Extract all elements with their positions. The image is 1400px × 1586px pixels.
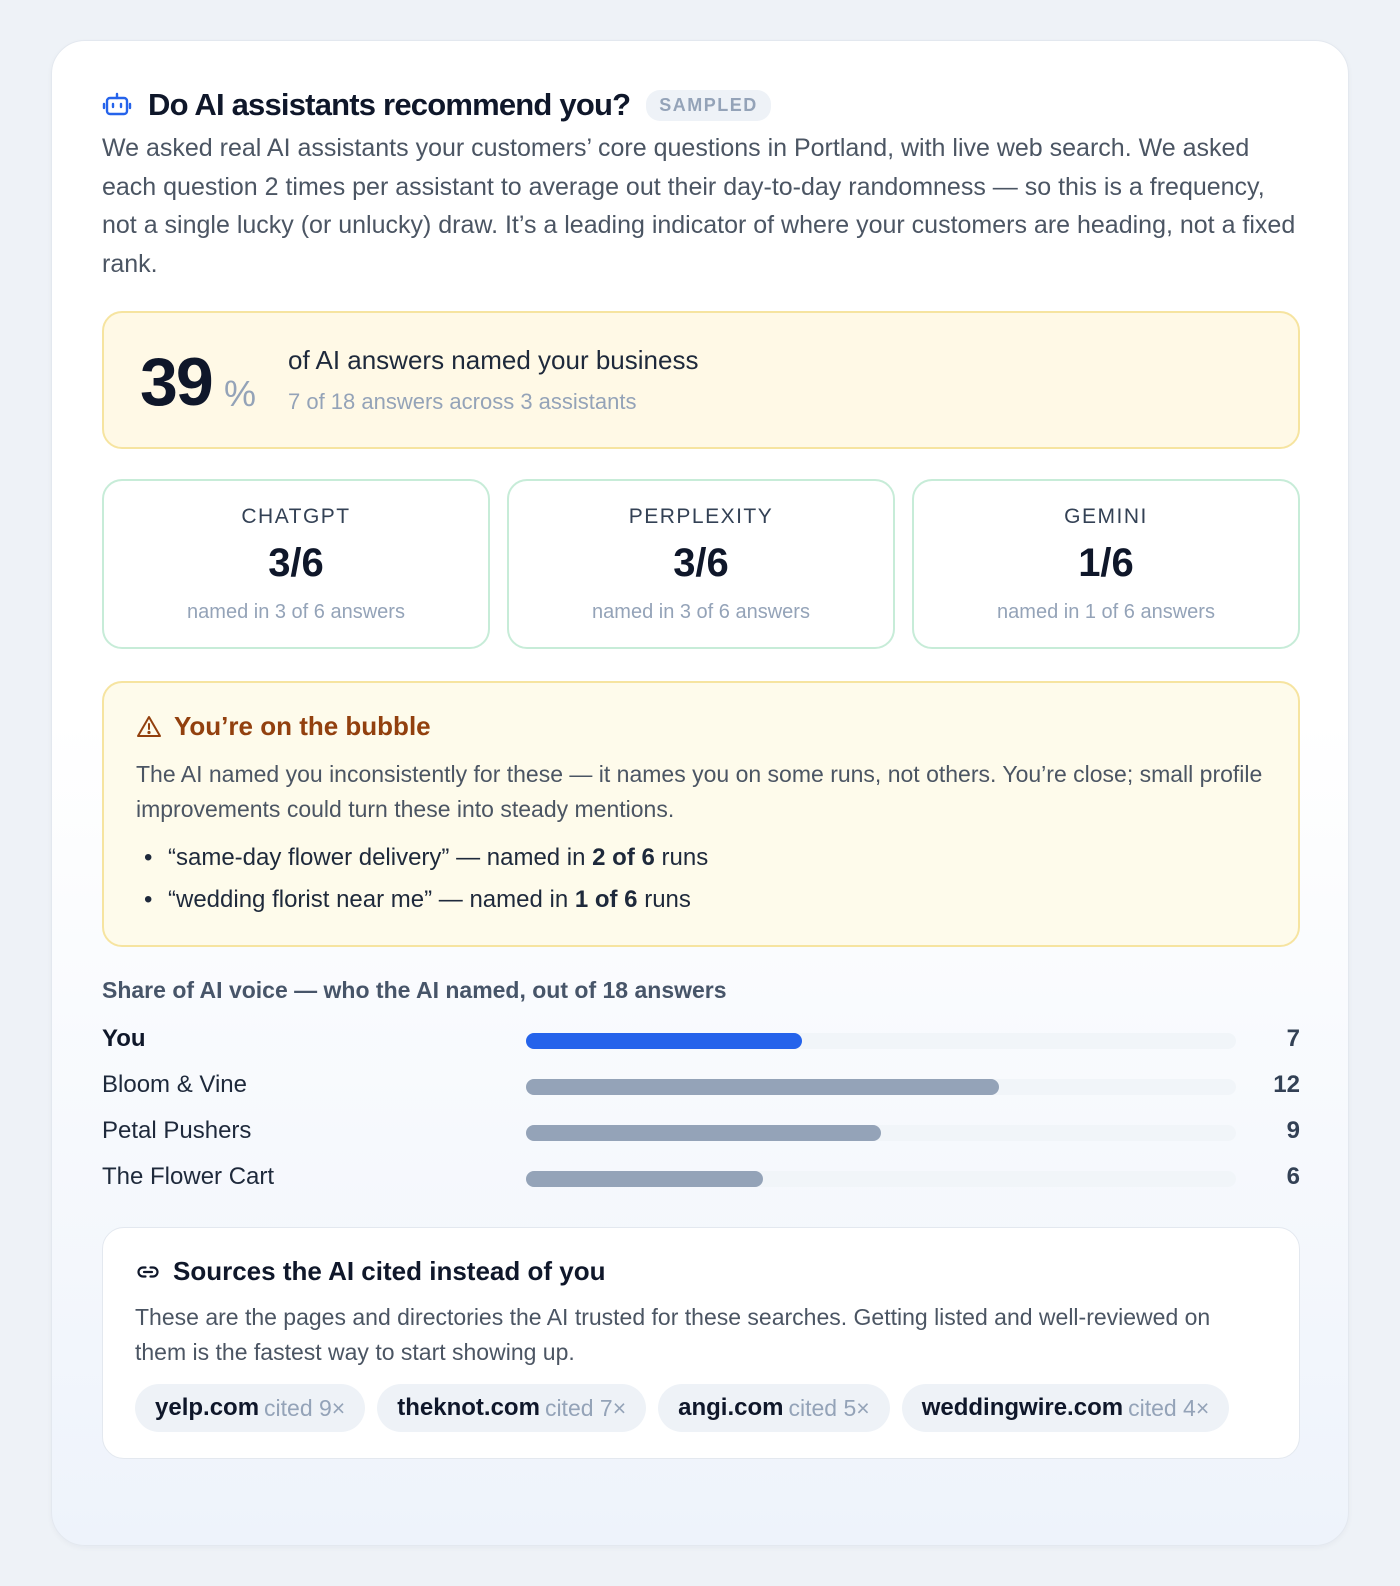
chip-domain: theknot.com [397, 1394, 540, 1421]
percentage-unit: % [224, 373, 257, 414]
bar-fill [526, 1171, 763, 1187]
summary-subline: 7 of 18 answers across 3 assistants [288, 389, 637, 414]
bar-fill [526, 1125, 881, 1141]
run-count: 1 of 6 [574, 886, 638, 913]
bubble-warning-panel [102, 681, 1300, 947]
bar-fill [526, 1033, 802, 1049]
summary-callout [102, 311, 1300, 449]
bubble-title: You’re on the bubble [174, 711, 431, 741]
summary-headline: of AI answers named your business [288, 345, 699, 375]
tile-subtext: named in 3 of 6 answers [592, 601, 810, 623]
source-chip-yelp[interactable] [135, 1384, 365, 1432]
bar-row-bloom-and-vine [102, 1063, 1300, 1109]
bubble-description: The AI named you inconsistently for these — it names you on some runs, not others. You’re close; small profile improvements could turn these into steady mentions. [136, 761, 1263, 822]
tile-subtext: named in 3 of 6 answers [187, 601, 405, 623]
sources-header [135, 1256, 605, 1287]
bar-fill [526, 1079, 999, 1095]
query-suffix: runs [637, 886, 691, 913]
card-header [102, 85, 771, 125]
sources-title: Sources the AI cited instead of you [173, 1256, 606, 1286]
source-chip-weddingwire[interactable] [902, 1384, 1230, 1432]
sampled-badge: SAMPLED [646, 90, 771, 121]
tile-name: GEMINI [1064, 505, 1148, 528]
run-count: 2 of 6 [592, 844, 655, 871]
tile-score: 3/6 [673, 541, 729, 585]
intro-text: We asked real AI assistants your customers’ core questions in Portland, with live web search. We asked each question 2 times per assistant to average out their day-to-day randomness — so this is a frequency, not a single lucky (or unlucky) draw. It’s a leading indicator of where your customers are heading, not a fixed rank. [102, 134, 1296, 278]
assistant-tiles [102, 479, 1300, 649]
chip-count: cited 7× [544, 1394, 627, 1421]
bar-value: 7 [1286, 1025, 1300, 1052]
bar-row-the-flower-cart [102, 1155, 1300, 1201]
bar-value: 12 [1273, 1071, 1300, 1098]
list-item [136, 837, 708, 879]
bar-row-petal-pushers [102, 1109, 1300, 1155]
tile-subtext: named in 1 of 6 answers [997, 601, 1215, 623]
bar-track [526, 1171, 1236, 1187]
bar-value: 9 [1286, 1117, 1300, 1144]
query-text: “same-day flower delivery” — named in [168, 844, 593, 871]
list-item [136, 879, 708, 921]
share-of-voice-title: Share of AI voice — who the AI named, out of 18 answers [102, 977, 727, 1003]
bar-label: Bloom & Vine [102, 1071, 247, 1098]
chip-count: cited 5× [788, 1394, 870, 1421]
sources-panel [102, 1227, 1300, 1459]
chip-domain: angi.com [678, 1394, 784, 1421]
bubble-query-list [136, 837, 708, 921]
chip-domain: yelp.com [155, 1394, 260, 1421]
query-suffix: runs [654, 844, 709, 871]
tile-perplexity [507, 479, 895, 649]
chip-domain: weddingwire.com [921, 1394, 1124, 1421]
tile-gemini [912, 479, 1300, 649]
percentage-value: 39 [140, 344, 212, 420]
chip-count: cited 4× [1128, 1394, 1210, 1421]
tile-chatgpt [102, 479, 490, 649]
tile-score: 1/6 [1078, 541, 1134, 585]
bar-value: 6 [1286, 1163, 1300, 1190]
query-text: “wedding florist near me” — named in [168, 886, 575, 913]
tile-name: PERPLEXITY [628, 505, 774, 528]
bar-track [526, 1033, 1236, 1049]
bar-row-you [102, 1017, 1300, 1063]
bar-track [526, 1125, 1236, 1141]
tile-score: 3/6 [268, 541, 324, 585]
warning-icon [136, 714, 162, 740]
ai-recommendation-card [51, 40, 1349, 1546]
sources-description: These are the pages and directories the AI trusted for these searches. Getting listed and well-reviewed on them is the fastest way to start showing up. [135, 1304, 1211, 1365]
source-chip-angi[interactable] [658, 1384, 890, 1432]
bar-label: The Flower Cart [102, 1163, 275, 1190]
source-chips [135, 1384, 1241, 1432]
bar-track [526, 1079, 1236, 1095]
tile-name: CHATGPT [241, 505, 351, 528]
source-chip-theknot[interactable] [377, 1384, 646, 1432]
robot-icon [102, 90, 132, 120]
bar-label: Petal Pushers [102, 1117, 252, 1144]
bar-label: You [102, 1025, 146, 1052]
chip-count: cited 9× [264, 1394, 346, 1421]
link-icon [135, 1259, 161, 1285]
bubble-header [136, 711, 431, 742]
page-title: Do AI assistants recommend you? [148, 87, 631, 122]
